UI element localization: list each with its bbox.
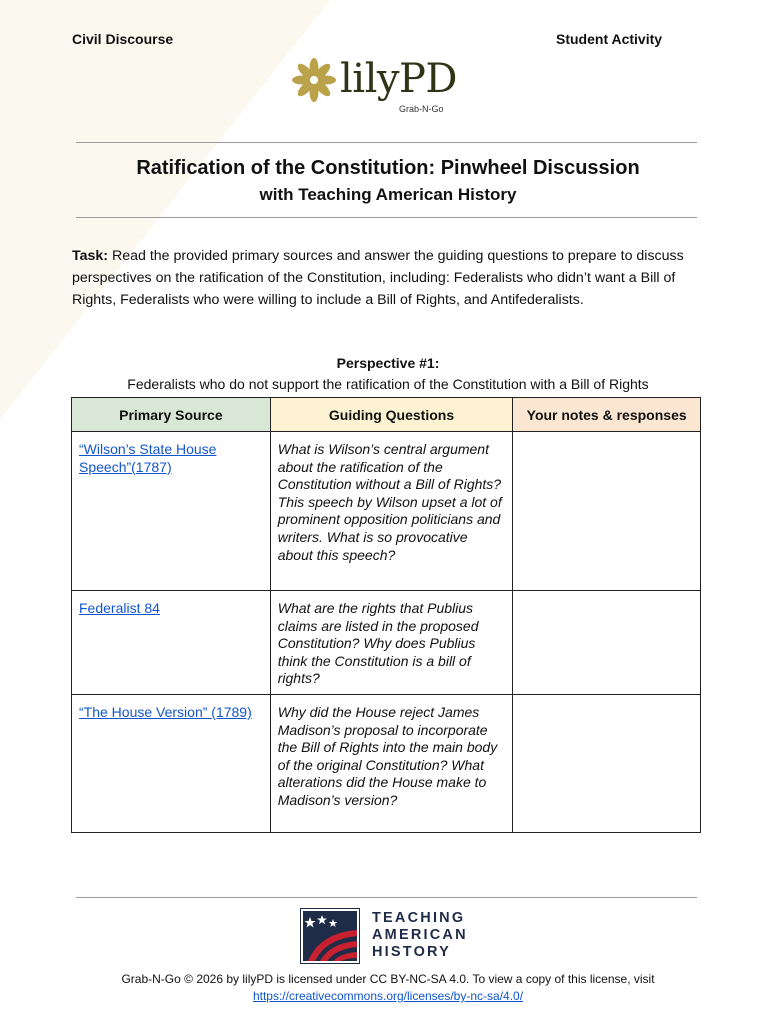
source-cell <box>72 591 271 695</box>
header-notes: Your notes & responses <box>513 398 701 432</box>
table-row <box>72 591 701 695</box>
license-link[interactable]: https://creativecommons.org/licenses/by-nc-sa/4.0/ <box>252 989 524 1003</box>
perspective-title: Perspective #1: <box>336 355 440 371</box>
table-row <box>72 694 701 832</box>
tah-line-2: AMERICAN <box>372 927 468 943</box>
footer-license <box>0 971 776 1005</box>
header-primary-source: Primary Source <box>72 398 271 432</box>
table-header-row <box>72 398 701 432</box>
notes-cell[interactable] <box>513 591 701 695</box>
perspective-description: Federalists who do not support the ratification of the Constitution with a Bill of Rights <box>127 376 649 392</box>
lily-flower-icon <box>292 58 336 102</box>
task-label: Task: <box>72 248 109 264</box>
source-link-house-version[interactable]: “The House Version” (1789) <box>79 703 252 720</box>
source-cell <box>72 432 271 591</box>
sources-table <box>71 397 701 833</box>
header-activity-label: Student Activity <box>556 31 663 47</box>
question-cell: Why did the House reject James Madison’s proposal to incorporate the Bill of Rights into the main body of the original Constitution? What alterations did the House make to Madison’s version? <box>270 694 513 832</box>
tah-line-3: HISTORY <box>372 944 452 960</box>
logo-wordmark: lilyPD <box>340 56 457 102</box>
notes-cell[interactable] <box>513 694 701 832</box>
header-guiding-questions: Guiding Questions <box>270 398 513 432</box>
page-subtitle: with Teaching American History <box>259 185 517 204</box>
source-link-federalist-84[interactable]: Federalist 84 <box>79 600 160 616</box>
tah-line-1: TEACHING <box>372 910 466 926</box>
header-course-label: Civil Discourse <box>72 31 174 47</box>
divider-title-bottom <box>76 217 697 218</box>
source-cell <box>72 694 271 832</box>
task-text: Read the provided primary sources and answer the guiding questions to prepare to discuss perspectives on the ratification of the Constitution, including: Federalists who didn’t want a Bill of Rights, Federalists who were willing to include a Bill of Rights, and Antifederalists. <box>72 248 684 308</box>
question-cell: What are the rights that Publius claims are listed in the proposed Constitution? Why does Publius think the Constitution is a bill of rights? <box>270 591 513 695</box>
source-link-wilson-speech[interactable]: “Wilson’s State House Speech”(1787) <box>79 441 217 475</box>
flag-badge-icon <box>300 908 360 964</box>
task-paragraph <box>72 245 712 311</box>
license-text: Grab-N-Go © 2026 by lilyPD is licensed under CC BY-NC-SA 4.0. To view a copy of this license, visit <box>121 972 655 986</box>
divider-footer <box>76 897 697 898</box>
tah-wordmark <box>372 910 468 961</box>
teaching-american-history-logo <box>300 908 476 964</box>
lilypd-logo <box>292 58 492 120</box>
question-cell: What is Wilson’s central argument about the ratification of the Constitution without a Bill of Rights? This speech by Wilson upset a lot of prominent opposition politicians and writers. What is so provocative about this speech? <box>270 432 513 591</box>
notes-cell[interactable] <box>513 432 701 591</box>
logo-subtitle: Grab-N-Go <box>399 104 444 114</box>
page-title: Ratification of the Constitution: Pinwheel Discussion <box>136 157 640 179</box>
divider-top <box>76 142 697 143</box>
table-row <box>72 432 701 591</box>
